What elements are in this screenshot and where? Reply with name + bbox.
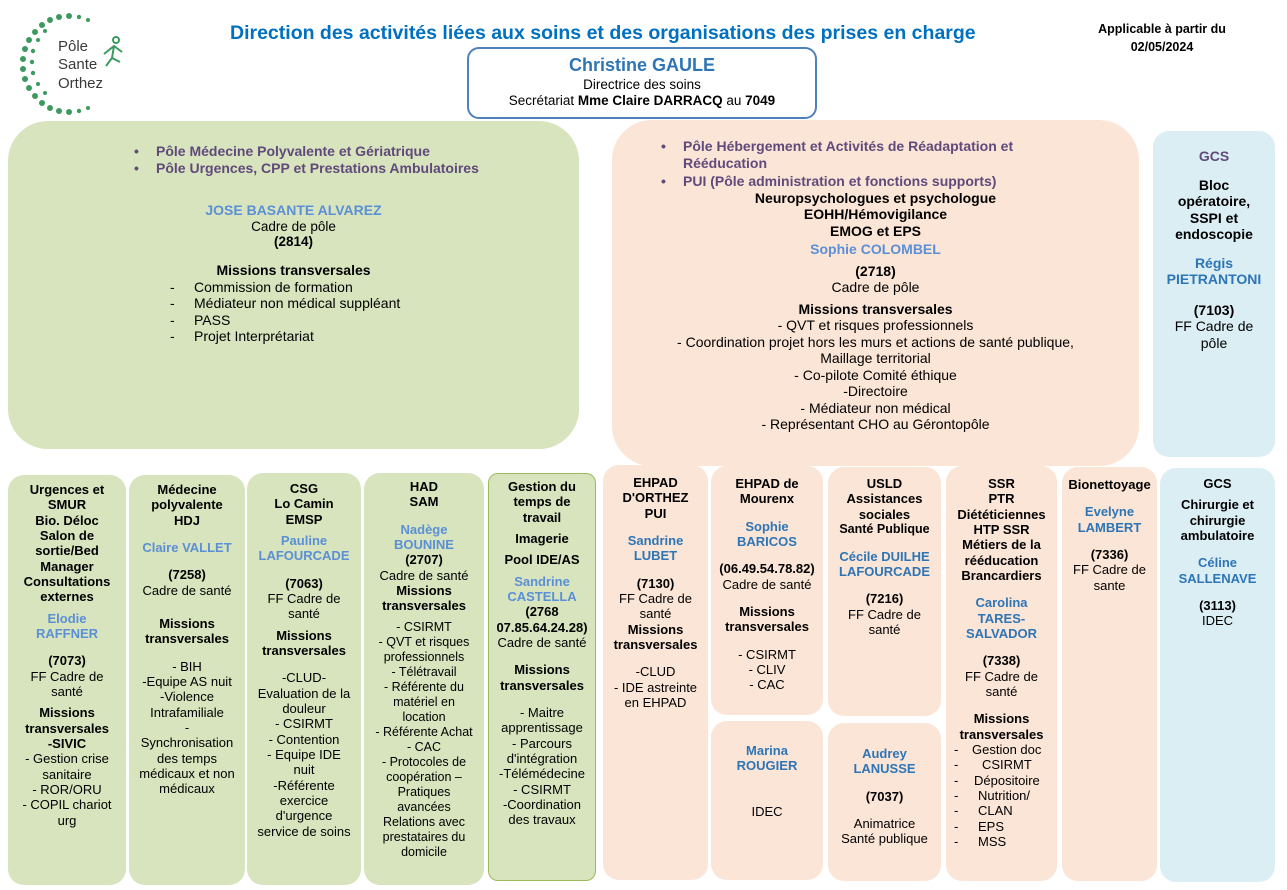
- csg-mission-5: - Contention: [268, 731, 340, 747]
- csg-name-2: LAFOURCADE: [258, 548, 350, 564]
- pole-left-mission-1: - Commission de formation: [166, 279, 569, 296]
- had-name-2: BOUNINE: [394, 536, 454, 552]
- usld-title-1: USLD: [866, 476, 903, 491]
- ssr-title-4: HTP SSR: [973, 521, 1030, 537]
- ehpad-orthez-phone: (7130): [636, 575, 675, 591]
- gcs-top-role-1: FF Cadre de: [1174, 318, 1254, 335]
- pole-left-mission-2: - Médiateur non médical suppléant: [166, 295, 569, 312]
- gcs-bottom-phone: (3113): [1199, 597, 1236, 613]
- secr-mid: au: [722, 93, 746, 109]
- ehpad-mourenx-name-2: BARICOS: [737, 533, 797, 549]
- gcs-bottom-heading: GCS: [1203, 476, 1232, 491]
- gcs-top-heading: GCS: [1198, 148, 1230, 164]
- medecine-missions-title-1: Missions: [159, 615, 215, 631]
- applicable-date: [1098, 20, 1226, 56]
- gcs-bottom-title-1: Chirurgie et: [1181, 497, 1254, 513]
- urgences-title-5: sortie/Bed: [35, 543, 99, 559]
- gestion-name-1: Sandrine: [514, 573, 570, 589]
- had-title-2: SAM: [409, 494, 439, 510]
- urgences-mission-1: -SIVIC: [47, 735, 87, 751]
- gestion-phone-2: 07.85.64.24.28): [496, 619, 588, 635]
- card-csg: [247, 473, 361, 885]
- had-name-1: Nadège: [400, 521, 448, 537]
- card-rougier: [711, 721, 823, 880]
- urgences-phone: (7073): [48, 653, 86, 669]
- urgences-title-2: SMUR: [47, 497, 87, 513]
- lanusse-phone: (7037): [865, 788, 904, 804]
- card-ehpad-mourenx: [711, 466, 823, 715]
- pole-left-bullet-1: • Pôle Médecine Polyvalente et Gériatrique: [128, 143, 569, 160]
- ssr-title-3: Diététiciennes: [957, 506, 1046, 522]
- gestion-imagerie: Imagerie: [515, 530, 569, 546]
- csg-role-1: FF Cadre de: [267, 590, 341, 606]
- urgences-title-3: Bio. Déloc: [35, 512, 99, 528]
- ssr-missions-title-2: transversales: [959, 726, 1044, 742]
- csg-mission-11: service de soins: [257, 823, 351, 839]
- ehpad-orthez-name-1: Sandrine: [627, 532, 684, 548]
- director-role: Directrice des soins: [583, 77, 701, 93]
- gestion-title-1: Gestion du: [508, 479, 576, 494]
- ssr-mission-2: - CSIRMT: [950, 757, 1053, 772]
- ssr-title-5: Métiers de la: [962, 537, 1041, 553]
- rougier-role: IDEC: [751, 803, 783, 819]
- card-bionettoyage: [1062, 467, 1157, 881]
- ehpad-orthez-missions-title-1: Missions: [627, 621, 684, 637]
- pole-right-mission-3: Maillage territorial: [820, 350, 931, 367]
- gestion-mission-5: -Télémédecine: [499, 766, 585, 782]
- director-name: Christine GAULE: [568, 55, 715, 75]
- pole-right-phone: (2718): [855, 262, 896, 279]
- card-lanusse: [828, 723, 941, 881]
- ehpad-mourenx-missions-title-1: Missions: [739, 603, 795, 619]
- urgences-title-7: Consultations: [23, 573, 111, 589]
- bionettoyage-title: Bionettoyage: [1068, 477, 1151, 492]
- ehpad-mourenx-role-1: Cadre de santé: [722, 576, 812, 592]
- medecine-mission-2: -Equipe AS nuit: [142, 673, 232, 689]
- csg-mission-1: -CLUD-: [281, 670, 327, 686]
- pole-right-mission-1: - QVT et risques professionnels: [777, 317, 974, 334]
- pole-left-bullet-2: • Pôle Urgences, CPP et Prestations Ambulatoires: [128, 160, 569, 177]
- had-mission-4: - Télétravail: [391, 664, 457, 679]
- had-mission-11: coopération –: [386, 769, 462, 784]
- card-medecine: [129, 475, 245, 885]
- ehpad-orthez-title-2: D'ORTHEZ: [622, 490, 689, 506]
- pole-right-role: Cadre de pôle: [831, 279, 920, 296]
- gestion-title-3: travail: [522, 509, 562, 525]
- urgences-mission-3: sanitaire: [42, 766, 92, 782]
- bionettoyage-name-2: LAMBERT: [1077, 519, 1142, 535]
- ssr-role-2: santé: [985, 683, 1018, 699]
- pole-medecine-urgences-box: [8, 121, 579, 449]
- medecine-mission-1: - BIH: [172, 658, 202, 674]
- ssr-role-1: FF Cadre de: [965, 668, 1038, 684]
- urgences-name-1: Elodie: [47, 610, 87, 626]
- gcs-bloc-box: [1153, 131, 1275, 457]
- csg-role-2: santé: [288, 606, 320, 622]
- applicable-line-2: 02/05/2024: [1130, 40, 1194, 55]
- ssr-title-7: Brancardiers: [961, 567, 1042, 583]
- card-urgences: [8, 475, 126, 885]
- usld-role-1: FF Cadre de: [848, 606, 921, 622]
- had-mission-10: - Protocoles de: [381, 754, 467, 769]
- ehpad-mourenx-title-2: Mourenx: [739, 491, 795, 507]
- pole-right-bullet-2: • PUI (Pôle administration et fonctions supports): [655, 173, 1089, 190]
- medecine-phone: (7258): [168, 567, 206, 583]
- had-mission-12: Pratiques: [397, 784, 451, 799]
- usld-phone: (7216): [865, 591, 904, 607]
- had-missions-title-1: Missions: [396, 582, 452, 598]
- ehpad-orthez-title-3: PUI: [644, 505, 667, 521]
- pole-right-mission-2: - Coordination projet hors les murs et actions de santé publique,: [677, 333, 1074, 350]
- ssr-name-3: SALVADOR: [965, 625, 1038, 641]
- ehpad-mourenx-title-1: EHPAD de: [735, 476, 799, 491]
- csg-mission-9: exercice: [279, 792, 329, 808]
- director-secretariat: [469, 93, 815, 109]
- pole-right-name: Sophie COLOMBEL: [810, 241, 941, 258]
- medecine-title-1: Médecine: [157, 482, 217, 497]
- gestion-mission-4: d'intégration: [506, 750, 578, 766]
- had-mission-7: location: [402, 709, 446, 724]
- medecine-mission-9: médicaux: [159, 781, 215, 797]
- ehpad-orthez-title-1: EHPAD: [633, 475, 678, 490]
- gestion-phone-1: (2768: [525, 604, 559, 620]
- bionettoyage-role-1: FF Cadre de: [1073, 562, 1146, 578]
- csg-mission-2: Evaluation de la: [257, 685, 351, 701]
- medecine-mission-3: -Violence: [160, 689, 214, 705]
- ssr-title-6: rééducation: [964, 552, 1039, 568]
- pole-left-role: Cadre de pôle: [251, 218, 336, 234]
- director-box: [467, 47, 817, 119]
- csg-name-1: Pauline: [280, 532, 328, 548]
- medecine-mission-6: Synchronisation: [140, 735, 234, 751]
- pole-left-mission-4: - Projet Interprétariat: [166, 328, 569, 345]
- pole-right-sub-3: EMOG et EPS: [829, 222, 922, 239]
- pole-right-sub-1: Neuropsychologues et psychologue: [754, 189, 997, 206]
- pole-left-missions-title: Missions transversales: [216, 262, 371, 279]
- had-mission-5: - Référente du: [384, 679, 464, 694]
- urgences-name-2: RAFFNER: [35, 625, 99, 641]
- ssr-missions-title-1: Missions: [973, 711, 1030, 727]
- urgences-title-6: Manager: [40, 558, 94, 574]
- pole-left-mission-3: - PASS: [166, 312, 569, 329]
- logo: [14, 10, 134, 120]
- medecine-title-3: HDJ: [173, 512, 200, 528]
- gcs-top-title-3: SSPI et: [1189, 209, 1239, 226]
- urgences-missions-title-2: transversales: [25, 720, 109, 736]
- ssr-title-1: SSR: [988, 476, 1015, 491]
- card-had: [364, 473, 484, 885]
- gestion-mission-3: - Parcours: [512, 735, 572, 751]
- page-title: Direction des activités liées aux soins et des organisations des prises en charge: [230, 22, 976, 44]
- gestion-title-2: temps de: [513, 494, 571, 510]
- usld-name-2: LAFOURCADE: [839, 564, 930, 580]
- medecine-title-2: polyvalente: [151, 497, 223, 513]
- ssr-mission-6: - EPS: [950, 819, 1053, 834]
- csg-title-1: CSG: [289, 481, 319, 496]
- csg-title-3: EMSP: [285, 511, 323, 527]
- urgences-mission-4: - ROR/ORU: [32, 781, 102, 797]
- medecine-mission-4: Intrafamiliale: [150, 704, 224, 720]
- ehpad-orthez-missions-title-2: transversales: [613, 636, 698, 652]
- medecine-mission-5: -: [184, 719, 190, 735]
- had-phone: (2707): [405, 552, 443, 568]
- gestion-mission-2: apprentissage: [501, 720, 583, 736]
- gestion-mission-7: -Coordination: [502, 796, 582, 812]
- ssr-mission-5: - CLAN: [950, 803, 1053, 818]
- pole-left-name: JOSE BASANTE ALVAREZ: [205, 202, 382, 219]
- urgences-role-2: santé: [51, 683, 83, 699]
- ehpad-orthez-role-1: FF Cadre de: [619, 590, 692, 606]
- rougier-name-1: Marina: [746, 743, 788, 758]
- urgences-title-8: externes: [40, 589, 94, 605]
- gcs-top-role-2: pôle: [1200, 334, 1228, 351]
- ehpad-mourenx-mission-1: - CSIRMT: [738, 646, 796, 662]
- gestion-mission-8: des travaux: [508, 812, 576, 828]
- usld-subtitle: Santé Publique: [839, 521, 930, 536]
- gestion-name-2: CASTELLA: [507, 588, 577, 604]
- lanusse-name-2: LANUSSE: [853, 761, 916, 777]
- csg-mission-3: douleur: [282, 700, 326, 716]
- usld-role-2: santé: [868, 622, 901, 638]
- ssr-name-2: TARES-: [977, 610, 1026, 626]
- csg-mission-8: -Référente: [273, 777, 335, 793]
- urgences-mission-5: - COPIL chariot: [22, 797, 112, 813]
- card-usld: [828, 467, 941, 716]
- bionettoyage-name-1: Evelyne: [1084, 504, 1135, 520]
- pole-right-sub-2: EOHH/Hémovigilance: [803, 206, 948, 223]
- gcs-bottom-name-2: SALLENAVE: [1178, 570, 1257, 586]
- pole-right-mission-4: - Co-pilote Comité éthique: [794, 366, 957, 383]
- gestion-missions-title-1: Missions: [514, 662, 570, 678]
- csg-mission-6: - Equipe IDE: [267, 746, 341, 762]
- urgences-mission-6: urg: [57, 812, 77, 828]
- rougier-name-2: ROUGIER: [736, 758, 798, 774]
- ehpad-mourenx-name-1: Sophie: [745, 518, 789, 534]
- gestion-missions-title-2: transversales: [500, 677, 584, 693]
- had-mission-13: avancées: [397, 799, 451, 814]
- applicable-line-1: Applicable à partir du: [1098, 22, 1226, 36]
- ssr-missions: [950, 742, 1053, 849]
- had-mission-3: professionnels: [383, 649, 465, 664]
- pole-left-bullets: [128, 143, 569, 176]
- had-missions-title-2: transversales: [382, 598, 466, 614]
- gcs-top-title-4: endoscopie: [1175, 226, 1253, 243]
- usld-title-3: sociales: [858, 506, 911, 522]
- card-ehpad-orthez: [603, 465, 708, 880]
- gcs-bottom-role-1: IDEC: [1201, 613, 1234, 629]
- had-mission-14: Relations avec: [383, 814, 465, 829]
- gcs-top-title-2: opératoire,: [1177, 193, 1251, 210]
- medecine-name-1: Claire VALLET: [142, 539, 232, 555]
- had-mission-9: - CAC: [406, 739, 442, 754]
- pole-right-mission-7: - Représentant CHO au Gérontopôle: [761, 416, 990, 433]
- pole-right-mission-5: -Directoire: [843, 383, 908, 400]
- urgences-role-1: FF Cadre de: [30, 668, 104, 684]
- pole-right-bullets: [655, 138, 1089, 190]
- medecine-role-1: Cadre de santé: [142, 582, 232, 598]
- ssr-mission-7: - MSS: [950, 834, 1053, 849]
- usld-title-2: Assistances: [846, 491, 923, 507]
- card-gcs-chirurgie: [1160, 468, 1275, 882]
- secr-prefix: Secrétariat: [508, 93, 578, 109]
- card-gestion: [488, 473, 596, 881]
- gcs-top-name-2: PIETRANTONI: [1166, 271, 1262, 288]
- pole-left-missions: [166, 279, 569, 345]
- logo-line-1: Pôle: [58, 38, 89, 55]
- had-title-1: HAD: [409, 479, 439, 494]
- had-mission-1: - CSIRMT: [396, 619, 452, 634]
- gestion-mission-1: - Maitre: [519, 704, 565, 720]
- had-mission-15: prestataires du: [382, 829, 466, 844]
- medecine-mission-8: médicaux et non: [139, 765, 235, 781]
- pole-right-bullet-1: • Pôle Hébergement et Activités de Réadaptation et Rééducation: [655, 138, 1089, 171]
- ehpad-orthez-mission-1: -CLUD: [635, 664, 676, 680]
- ehpad-orthez-mission-3: en EHPAD: [624, 694, 687, 710]
- had-role-1: Cadre de santé: [379, 567, 469, 583]
- medecine-mission-7: des temps: [157, 750, 217, 766]
- medecine-missions-title-2: transversales: [145, 631, 229, 647]
- lanusse-role-1: Animatrice: [853, 815, 916, 831]
- gcs-top-title-1: Bloc: [1198, 176, 1230, 193]
- ehpad-orthez-mission-2: - IDE astreinte: [613, 679, 698, 695]
- gcs-bottom-title-2: chirurgie: [1189, 512, 1246, 528]
- bionettoyage-role-2: sante: [1093, 577, 1126, 593]
- ssr-mission-3: - Dépositoire: [950, 773, 1053, 788]
- pole-left-phone: (2814): [273, 234, 314, 250]
- secr-num: 7049: [745, 93, 776, 109]
- ehpad-mourenx-mission-3: - CAC: [749, 677, 785, 693]
- csg-mission-4: - CSIRMT: [275, 716, 333, 732]
- pole-hebergement-box: [612, 120, 1139, 466]
- gcs-bottom-name-1: Céline: [1197, 555, 1237, 571]
- ehpad-orthez-role-2: santé: [639, 606, 672, 622]
- logo-line-2: Sante: [58, 56, 98, 74]
- csg-phone: (7063): [285, 575, 323, 591]
- ssr-mission-4: - Nutrition/: [950, 788, 1053, 803]
- had-mission-6: matériel en: [393, 694, 455, 709]
- had-mission-16: domicile: [401, 844, 447, 859]
- pole-right-mission-6: - Médiateur non médical: [800, 399, 951, 416]
- ehpad-orthez-name-2: LUBET: [633, 548, 678, 564]
- ehpad-mourenx-mission-2: - CLIV: [748, 661, 786, 677]
- pole-right-missions-title: Missions transversales: [798, 300, 953, 317]
- csg-mission-7: nuit: [293, 762, 315, 778]
- had-mission-2: - QVT et risques: [378, 634, 470, 649]
- ssr-phone: (7338): [982, 653, 1021, 669]
- bionettoyage-phone: (7336): [1090, 546, 1129, 562]
- ssr-title-2: PTR: [988, 491, 1015, 507]
- ehpad-mourenx-phone: (06.49.54.78.82): [719, 561, 815, 577]
- csg-missions-title-2: transversales: [262, 642, 346, 658]
- gcs-top-phone: (7103): [1193, 301, 1235, 318]
- csg-title-2: Lo Camin: [274, 496, 334, 512]
- csg-missions-title-1: Missions: [276, 627, 332, 643]
- gestion-mission-6: - CSIRMT: [513, 781, 571, 797]
- csg-mission-10: d'urgence: [275, 808, 333, 824]
- ehpad-mourenx-missions-title-2: transversales: [725, 619, 809, 635]
- urgences-title-4: Salon de: [39, 527, 95, 543]
- had-mission-8: - Référente Achat: [375, 724, 473, 739]
- gestion-pool: Pool IDE/AS: [504, 552, 580, 568]
- ssr-mission-1: - Gestion doc: [950, 742, 1053, 757]
- urgences-missions-title-1: Missions: [39, 705, 95, 721]
- usld-name-1: Cécile DUILHE: [839, 548, 930, 564]
- secr-name: Mme Claire DARRACQ: [577, 93, 723, 109]
- lanusse-name-1: Audrey: [862, 746, 907, 761]
- gestion-role-1: Cadre de santé: [497, 634, 587, 650]
- urgences-mission-2: - Gestion crise: [25, 751, 109, 767]
- ssr-name-1: Carolina: [975, 595, 1028, 611]
- logo-line-3: Orthez: [58, 74, 104, 92]
- gcs-bottom-title-3: ambulatoire: [1180, 527, 1255, 543]
- lanusse-role-2: Santé publique: [841, 831, 928, 847]
- card-ssr: [946, 466, 1057, 881]
- urgences-title-1: Urgences et: [29, 482, 105, 497]
- gcs-top-name-1: Régis: [1194, 254, 1234, 271]
